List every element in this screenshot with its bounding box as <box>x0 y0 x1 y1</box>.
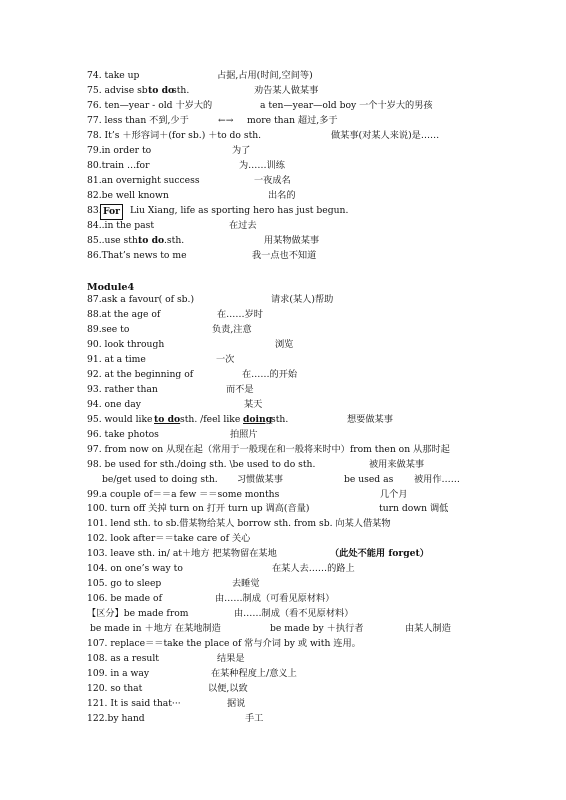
entry-text: sth. /feel like <box>180 414 241 425</box>
entry-text: 为……训练 <box>239 160 285 171</box>
entry-text: 去睡觉 <box>232 578 260 589</box>
entry-text: 用某物做某事 <box>264 235 320 246</box>
entry-text: 一夜成名 <box>254 175 291 186</box>
entry-text: 在……的开始 <box>242 369 298 380</box>
entry-text: 99.a couple of＝＝a few ＝＝some months <box>87 489 280 500</box>
entry-text: 在……岁时 <box>217 309 263 320</box>
entry-text: be made in ＋地方 在某地制造 <box>90 623 221 634</box>
entry-text: more than 超过,多于 <box>247 115 338 126</box>
entry-text: 为了 <box>232 145 251 156</box>
entry-text: 我一点也不知道 <box>252 250 317 261</box>
entry-text: 89.see to <box>87 324 130 335</box>
entry-text: 74. take up <box>87 70 140 81</box>
entry-text: 106. be made of <box>87 593 162 604</box>
entry-text: 某天 <box>244 399 263 410</box>
entry-text: 84..in the past <box>87 220 155 231</box>
entry-text: to do <box>148 85 175 96</box>
entry-text: 121. It is said that··· <box>87 698 181 709</box>
entry-text: Module4 <box>87 282 135 293</box>
entry-text: 91. at a time <box>87 354 146 365</box>
entry-text: 86.That’s news to me <box>87 250 187 261</box>
entry-text: 请求(某人)帮助 <box>271 294 334 305</box>
entry-text: to do <box>138 235 165 246</box>
entry-text: 96. take photos <box>87 429 159 440</box>
entry-text: 做某事(对某人来说)是…… <box>331 130 440 141</box>
entry-text: 结果是 <box>217 653 245 664</box>
entry-text: 83. <box>87 205 102 216</box>
entry-text: 由……制成（可看见原材料） <box>215 593 335 604</box>
entry-text: 几个月 <box>380 489 408 500</box>
entry-text: 以便,以致 <box>208 683 248 694</box>
entry-text: 据说 <box>227 698 246 709</box>
entry-text: ←→ <box>218 115 234 126</box>
entry-text: 120. so that <box>87 683 143 694</box>
entry-text: 在某种程度上/意义上 <box>211 668 297 679</box>
entry-text: （此处不能用 forget） <box>330 548 429 559</box>
entry-text: 85..use sth. <box>87 235 141 246</box>
entry-text: 而不是 <box>226 384 254 395</box>
entry-text: 105. go to sleep <box>87 578 162 589</box>
entry-text: 81.an overnight success <box>87 175 200 186</box>
entry-text: turn down 调低 <box>379 503 449 514</box>
entry-text: 75. advise sb <box>87 85 148 96</box>
entry-text: 80.train …for <box>87 160 150 171</box>
entry-text: 79.in order to <box>87 145 152 156</box>
entry-text: sth. <box>271 414 289 425</box>
entry-text: 被用来做某事 <box>369 459 425 470</box>
entry-text: 由某人制造 <box>405 623 451 634</box>
entry-text: Liu Xiang, life as sporting hero has just begun. <box>130 205 349 216</box>
entry-text: 100. turn off 关掉 turn on 打开 turn up 调高(音量) <box>87 503 310 514</box>
entry-text: sth. <box>172 85 190 96</box>
entry-text: 101. lend sth. to sb.借某物给某人 borrow sth. from sb. 向某人借某物 <box>87 518 391 529</box>
entry-text: 由……制成（看不见原材料） <box>234 608 354 619</box>
entry-text: 77. less than 不到,少于 <box>87 115 189 126</box>
entry-text: 在某人去……的路上 <box>272 563 355 574</box>
entry-text: 负责,注意 <box>212 324 252 335</box>
entry-text: 92. at the beginning of <box>87 369 194 380</box>
entry-text: 88.at the age of <box>87 309 161 320</box>
entry-text: be used as <box>344 474 394 485</box>
entry-text: 95. would like <box>87 414 153 425</box>
entry-text: to do <box>154 414 181 425</box>
entry-text: 98. be used for sth./doing sth. \be used to do sth. <box>87 459 316 470</box>
entry-text: 拍照片 <box>230 429 258 440</box>
entry-text: 出名的 <box>268 190 296 201</box>
entry-text: 浏览 <box>275 339 294 350</box>
entry-text: 107. replace＝＝take the place of 常与介词 by 或 with 连用。 <box>87 638 361 649</box>
entry-text: 87.ask a favour( of sb.) <box>87 294 195 305</box>
entry-text: 习惯做某事 <box>237 474 283 485</box>
entry-text: 76. ten—year - old 十岁大的 <box>87 100 213 111</box>
entry-text: .sth. <box>164 235 185 246</box>
entry-text: 82.be well known <box>87 190 169 201</box>
entry-text: 【区分】be made from <box>87 608 189 619</box>
entry-text: doing <box>243 414 273 425</box>
entry-text: 108. as a result <box>87 653 159 664</box>
entry-text: 90. look through <box>87 339 165 350</box>
entry-text: For <box>100 204 123 220</box>
entry-text: 手工 <box>245 713 264 724</box>
entry-text: 93. rather than <box>87 384 158 395</box>
entry-text: 103. leave sth. in/ at＋地方 把某物留在某地 <box>87 548 277 559</box>
entry-text: be made by ＋执行者 <box>270 623 364 634</box>
entry-text: 劝告某人做某事 <box>254 85 319 96</box>
entry-text: 一次 <box>216 354 235 365</box>
entry-text: 78. It’s ＋形容词＋(for sb.) ＋to do sth. <box>87 130 262 141</box>
entry-text: 94. one day <box>87 399 141 410</box>
entry-text: 在过去 <box>229 220 257 231</box>
entry-text: 104. on one’s way to <box>87 563 183 574</box>
entry-text: 122.by hand <box>87 713 145 724</box>
entry-text: a ten—year—old boy 一个十岁大的男孩 <box>260 100 433 111</box>
entry-text: be/get used to doing sth. <box>102 474 218 485</box>
entry-text: 占据,占用(时间,空间等) <box>217 70 313 81</box>
entry-text: 被用作…… <box>414 474 460 485</box>
entry-text: 想要做某事 <box>347 414 393 425</box>
entry-text: 109. in a way <box>87 668 150 679</box>
entry-text: 97. from now on 从现在起（常用于一般现在和一般将来时中）from then on 从那时起 <box>87 444 450 455</box>
entry-text: 102. look after＝＝take care of 关心 <box>87 533 251 544</box>
